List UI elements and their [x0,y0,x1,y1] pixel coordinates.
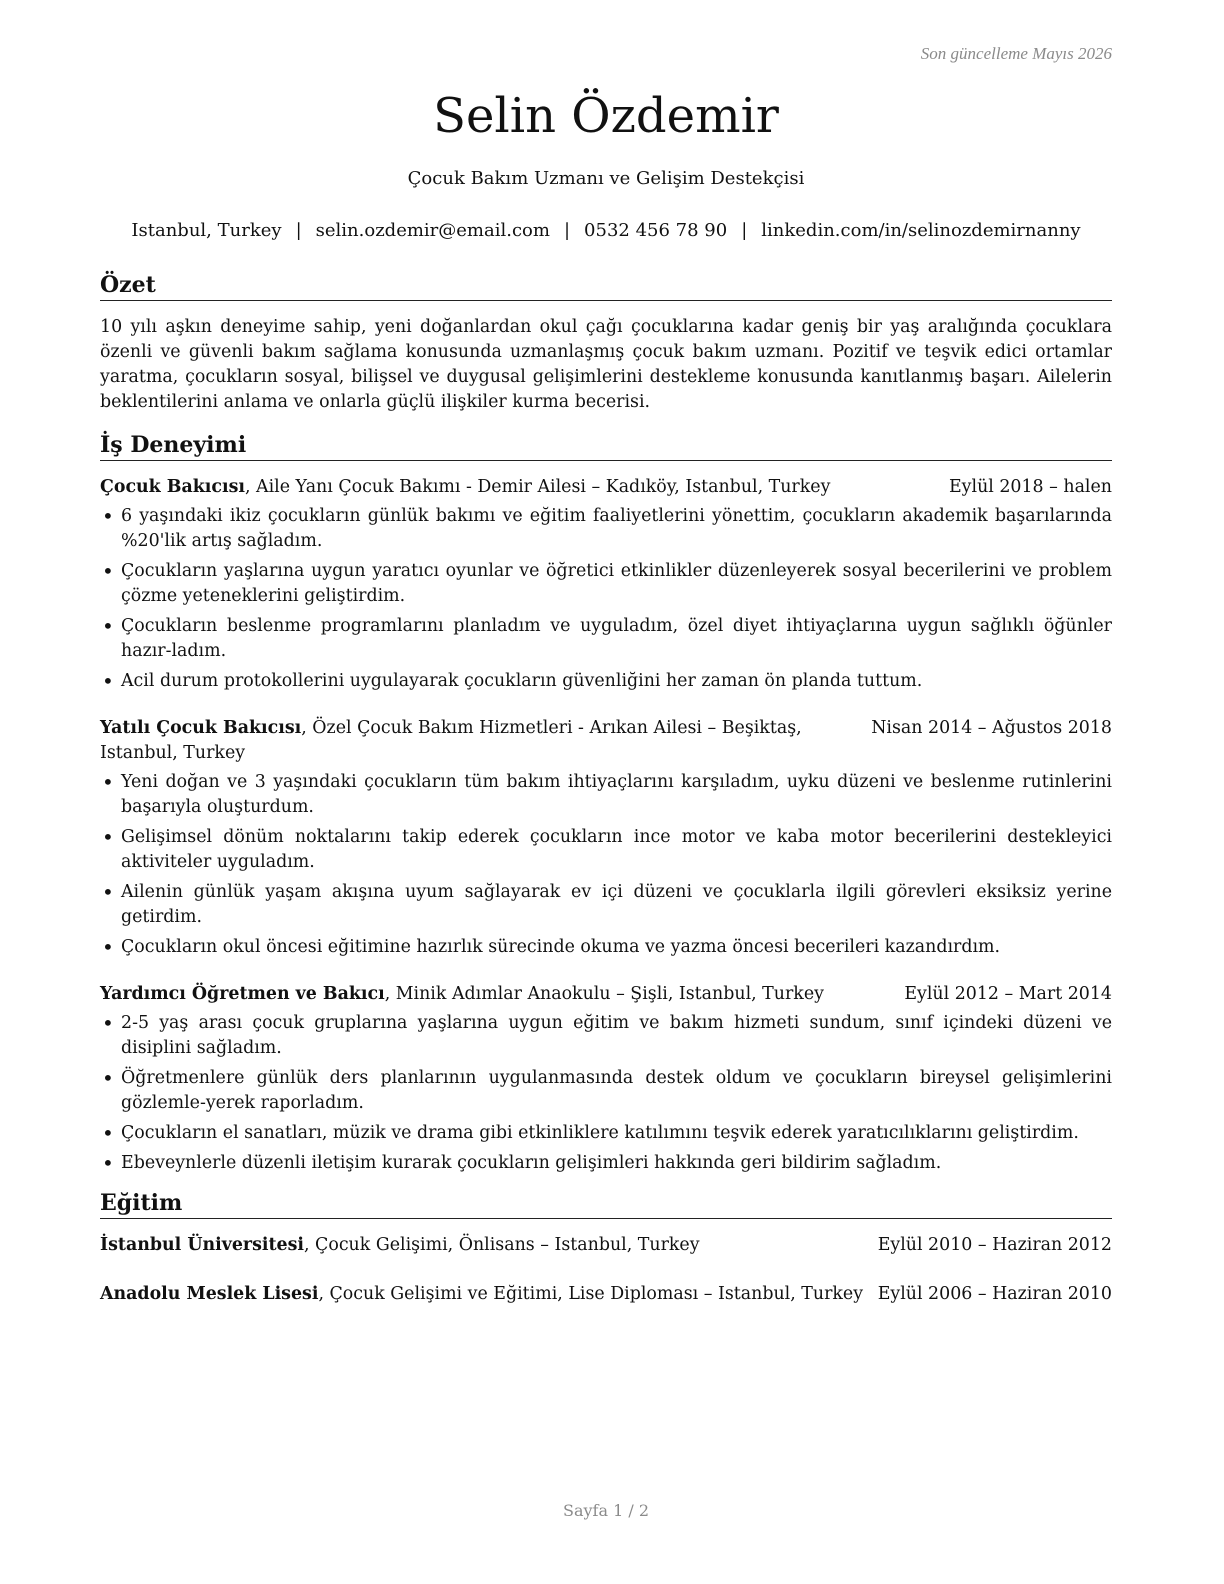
education-school: İstanbul Üniversitesi [100,1235,304,1255]
section-title-experience: İş Deneyimi [100,432,1112,461]
job-bullet: • 6 yaşındaki ikiz çocukların günlük bakımı ve eğitim faaliyetlerini yönettim, çocukların akademik başarılarında %20'lik artış sağladım. [100,504,1112,554]
summary-text: 10 yılı aşkın deneyime sahip, yeni doğanlardan okul çağı çocuklarına kadar geniş bir yaş aralığında çocuklara özenli ve güvenli bakım sağlama konusunda uzmanlaşmış çocuk bakım uzmanı. Pozitif ve teşvik edici ortamlar yaratma, çocukların sosyal, bilişsel ve duygusal gelişimlerini destekleme konusunda kanıtlanmış başarı. Ailelerin beklentilerini anlama ve onlarla güçlü ilişkiler kurma becerisi. [100,317,1112,412]
job-bullet: • Yeni doğan ve 3 yaşındaki çocukların tüm bakım ihtiyaçlarını karşıladım, uyku düzeni ve beslenme rutinlerini başarıyla oluşturdum. [100,770,1112,820]
job-dates: Nisan 2014 – Ağustos 2018 [871,718,1112,738]
job-bullet: • Çocukların okul öncesi eğitimine hazırlık sürecinde okuma ve yazma öncesi becerileri kazandırdım. [100,935,1112,960]
contact-email[interactable]: selin.ozdemir@email.com [315,220,550,241]
job-bullet: • Çocukların el sanatları, müzik ve drama gibi etkinliklere katılımını teşvik ederek yaratıcılıklarını geliştirdim. [100,1121,1112,1146]
contact-phone[interactable]: 0532 456 78 90 [584,220,728,241]
education-section [100,1190,1112,1307]
contact-linkedin[interactable]: linkedin.com/in/selinozdemirnanny [761,220,1081,241]
education-dates: Eylül 2006 – Haziran 2010 [877,1284,1112,1304]
job-role: Yatılı Çocuk Bakıcısı [100,718,302,738]
job-bullet: • Ailenin günlük yaşam akışına uyum sağlayarak ev içi düzeni ve çocuklarla ilgili görevleri eksiksiz yerine getirdim. [100,880,1112,930]
job-bullet: • Çocukların beslenme programlarını planladım ve uyguladım, özel diyet ihtiyaçlarına uygun sağlıklı öğünler hazır-ladım. [100,614,1112,664]
education-entry [100,1233,1112,1258]
education-detail: , Çocuk Gelişimi ve Eğitimi, Lise Diploması – Istanbul, Turkey [318,1284,864,1304]
job-bullets [100,1011,1112,1176]
job-bullet: • Ebeveynlerle düzenli iletişim kurarak çocukların gelişimleri hakkında geri bildirim sağladım. [100,1151,1112,1176]
section-title-summary: Özet [100,272,1112,301]
education-detail: , Çocuk Gelişimi, Önlisans – Istanbul, Turkey [303,1235,700,1255]
summary-section [100,272,1112,415]
job-detail: , Özel Çocuk Bakım Hizmetleri - Arıkan Ailesi – Beşiktaş, Istanbul, Turkey [100,718,802,763]
job-entry [100,982,1112,1176]
job-entry [100,475,1112,694]
section-title-education: Eğitim [100,1190,1112,1219]
job-bullets [100,504,1112,694]
experience-section [100,432,1112,1181]
job-bullets [100,770,1112,960]
job-dates: Eylül 2012 – Mart 2014 [904,984,1112,1004]
candidate-name: Selin Özdemir [433,88,779,144]
job-detail: , Minik Adımlar Anaokulu – Şişli, Istanbul, Turkey [384,984,824,1004]
job-role: Yardımcı Öğretmen ve Bakıcı [100,984,385,1004]
contact-location: Istanbul, Turkey [131,220,282,241]
job-bullet: • Çocukların yaşlarına uygun yaratıcı oyunlar ve öğretici etkinlikler düzenleyerek sosyal becerilerini ve problem çözme yeteneklerini geliştirdim. [100,559,1112,609]
contact-separator: | [563,220,571,241]
job-bullet: • Gelişimsel dönüm noktalarını takip ederek çocukların ince motor ve kaba motor becerilerini destekleyici aktiviteler uyguladım. [100,825,1112,875]
job-bullet: • Öğretmenlere günlük ders planlarının uygulanmasında destek oldum ve çocukların bireysel gelişimlerini gözlemle-yerek raporladım. [100,1066,1112,1116]
job-dates: Eylül 2018 – halen [948,477,1112,497]
contact-separator: | [295,220,302,241]
job-header [100,982,1112,1007]
candidate-headline: Çocuk Bakım Uzmanı ve Gelişim Destekçisi [407,168,805,189]
job-header [100,475,1112,500]
last-updated: Son güncelleme Mayıs 2026 [920,44,1112,63]
job-role: Çocuk Bakıcısı [100,477,245,497]
job-header [100,716,1112,766]
education-school: Anadolu Meslek Lisesi [100,1284,319,1304]
contact-line [100,219,1112,243]
education-dates: Eylül 2010 – Haziran 2012 [877,1235,1112,1255]
job-entry [100,716,1112,960]
contact-separator: | [741,220,748,241]
education-entry [100,1282,1112,1307]
job-bullet: • 2-5 yaş arası çocuk gruplarına yaşlarına uygun eğitim ve bakım hizmeti sundum, sınıf içindeki düzeni ve disiplini sağladım. [100,1011,1112,1061]
job-detail: , Aile Yanı Çocuk Bakımı - Demir Ailesi – Kadıköy, Istanbul, Turkey [245,477,831,497]
resume-page [100,0,1112,1584]
page-number: Sayfa 1 / 2 [562,1501,649,1520]
job-bullet: • Acil durum protokollerini uygulayarak çocukların güvenliğini her zaman ön planda tuttum. [100,669,1112,694]
